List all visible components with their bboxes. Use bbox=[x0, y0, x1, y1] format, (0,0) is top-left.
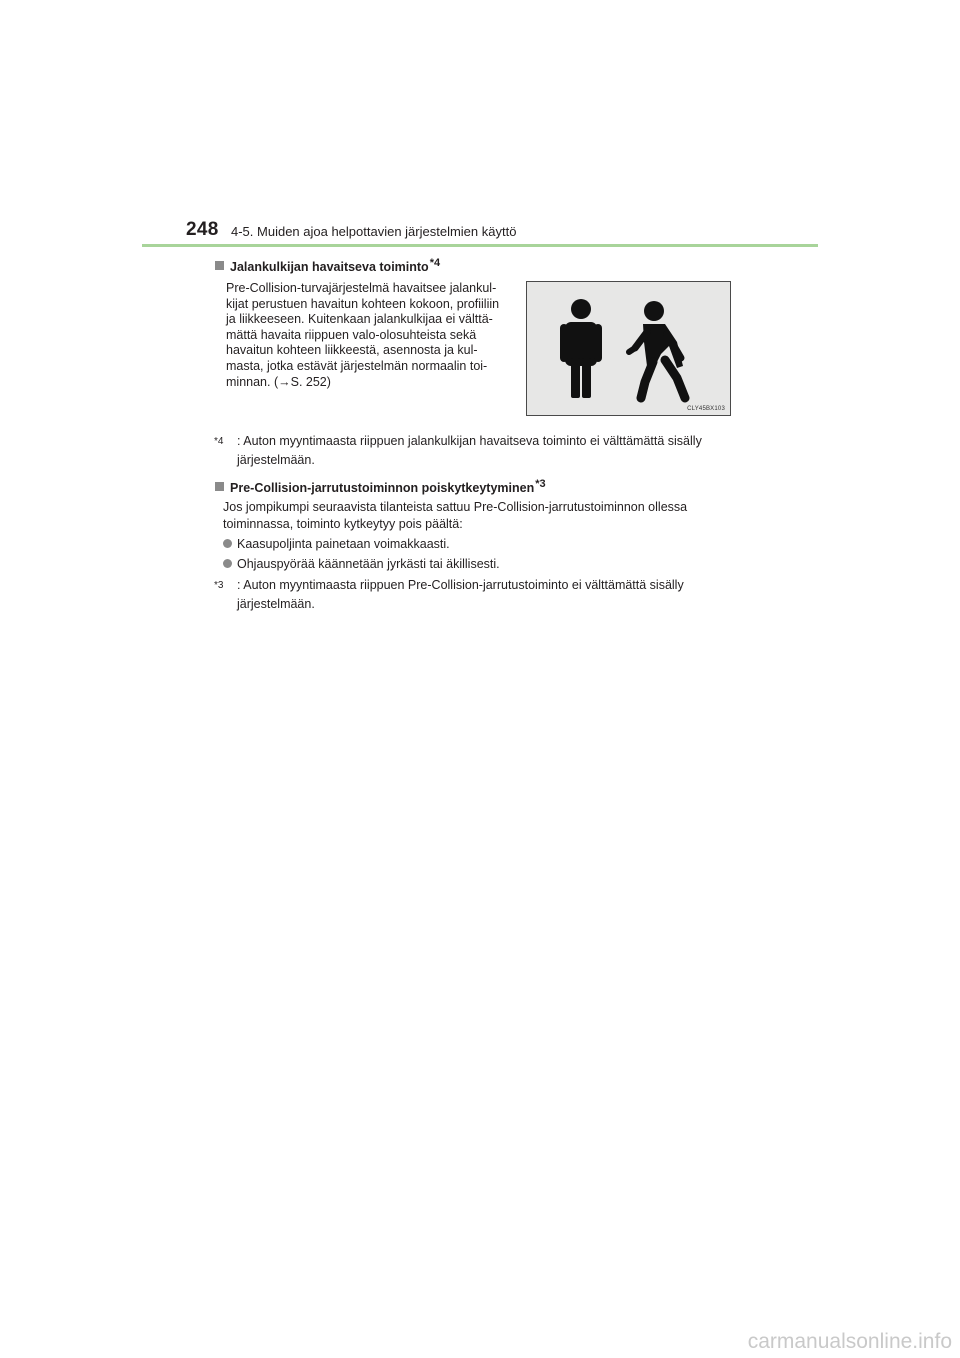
bullet-item bbox=[223, 557, 500, 571]
pedestrian-line: minnan. (→S. 252) bbox=[226, 374, 331, 389]
footnote-text: : Auton myyntimaasta riippuen Pre-Collision-jarrutustoiminto ei välttämättä sisälly bbox=[237, 578, 684, 592]
pedestrian-line: havaitun kohteen liikkeestä, asennosta ja kul- bbox=[226, 343, 478, 358]
footnote-text-cont: järjestelmään. bbox=[237, 597, 315, 611]
standing-person-icon bbox=[560, 299, 602, 398]
pedestrian-line: ja liikkeeseen. Kuitenkaan jalankulkijaa ei välttä- bbox=[226, 312, 493, 327]
pedestrian-heading-text: Jalankulkijan havaitseva toiminto bbox=[230, 260, 429, 274]
brake-heading bbox=[215, 478, 546, 495]
pedestrian-figure bbox=[526, 281, 731, 416]
brake-line: toiminnassa, toiminto kytkeytyy pois päältä: bbox=[223, 517, 463, 531]
bullet-text: Ohjauspyörää käännetään jyrkästi tai äkillisesti. bbox=[237, 557, 500, 571]
pedestrian-line: kijat perustuen havaitun kohteen kokoon, profiiliin bbox=[226, 296, 500, 311]
brake-heading-mark: *3 bbox=[535, 478, 546, 490]
pedestrian-heading bbox=[215, 257, 440, 274]
bullet-item bbox=[223, 537, 450, 551]
footnote-mark: *4 bbox=[214, 436, 224, 447]
walking-person-icon bbox=[629, 301, 685, 398]
footnote-mark: *3 bbox=[214, 580, 224, 591]
section-title: 4-5. Muiden ajoa helpottavien järjestelmien käyttö bbox=[231, 224, 517, 239]
figure-code: CLY45BX103 bbox=[687, 406, 725, 412]
page-number: 248 bbox=[186, 219, 219, 240]
brake-line: Jos jompikumpi seuraavista tilanteista sattuu Pre-Collision-jarrutustoiminnon ollessa bbox=[223, 500, 688, 514]
watermark: carmanualsonline.info bbox=[747, 1330, 952, 1353]
pedestrian-line: masta, jotka estävät järjestelmän normaalin toi- bbox=[226, 358, 488, 373]
square-bullet-icon bbox=[215, 261, 224, 270]
brake-heading-text: Pre-Collision-jarrutustoiminnon poiskytkeytyminen bbox=[230, 481, 535, 495]
pedestrian-illustration bbox=[527, 282, 730, 415]
pedestrian-footnote bbox=[214, 432, 745, 470]
circle-bullet-icon bbox=[223, 559, 232, 568]
pedestrian-paragraph bbox=[226, 281, 506, 390]
pedestrian-heading-mark: *4 bbox=[429, 257, 441, 269]
square-bullet-icon bbox=[215, 482, 224, 491]
header-rule bbox=[142, 244, 818, 247]
circle-bullet-icon bbox=[223, 539, 232, 548]
pedestrian-line: mättä havaita riippuen valo-olosuhteista sekä bbox=[226, 327, 477, 342]
brake-footnote bbox=[214, 576, 745, 614]
footnote-text-cont: järjestelmään. bbox=[237, 453, 315, 467]
brake-paragraph bbox=[223, 499, 745, 533]
footnote-text: : Auton myyntimaasta riippuen jalankulkijan havaitseva toiminto ei välttämättä sisälly bbox=[237, 434, 702, 448]
pedestrian-line: Pre-Collision-turvajärjestelmä havaitsee jalankul- bbox=[226, 281, 497, 295]
bullet-text: Kaasupoljinta painetaan voimakkaasti. bbox=[237, 537, 450, 551]
